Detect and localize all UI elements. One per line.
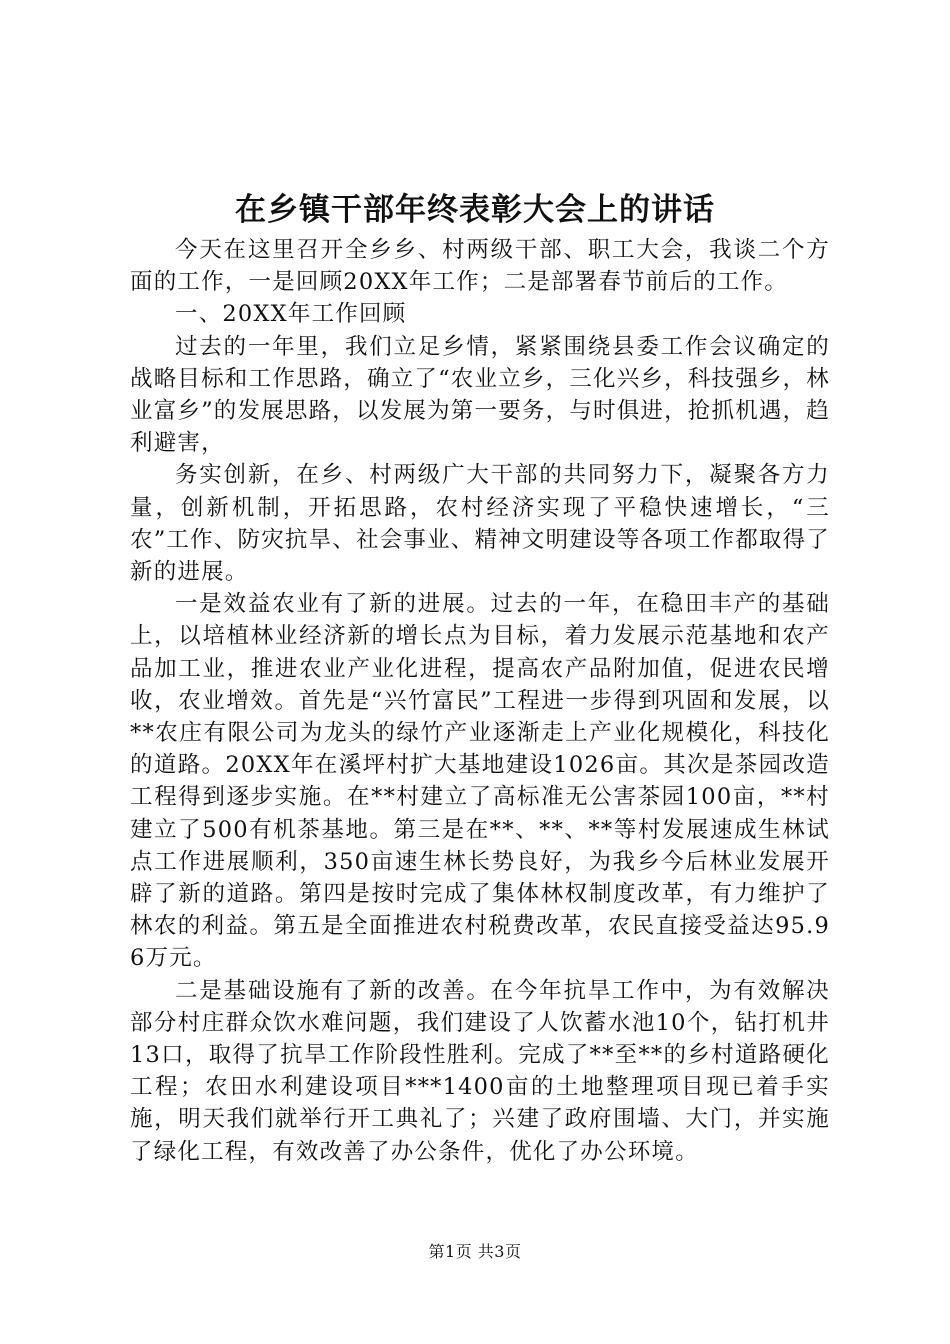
paragraph-agriculture: 一是效益农业有了新的进展。过去的一年，在稳田丰产的基础上，以培植林业经济新的增长点为目标，着力发展示范基地和农产品加工业，推进农业产业化进程，提高农产品附加值，促进农民增收，农业增效。首先是“兴竹富民”工程进一步得到巩固和发展，以**农庄有限公司为龙头的绿竹产业逐渐走上产业化规模化，科技化的道路。20XX年在溪坪村扩大基地建设1026亩。其次是茶园改造工程得到逐步实施。在**村建立了高标准无公害茶园100亩，**村建立了500有机茶基地。第三是在**、**、**等村发展速成生林试点工作进展顺利，350亩速生林长势良好，为我乡今后林业发展开辟了新的道路。第四是按时完成了集体林权制度改革，有力维护了林农的利益。第五是全面推进农村税费改革，农民直接受益达95.96万元。: [130, 591, 830, 972]
paragraph-innovation: 务实创新，在乡、村两级广大干部的共同努力下，凝聚各方力量，创新机制，开拓思路，农村经济实现了平稳快速增长，“三农”工作、防灾抗旱、社会事业、精神文明建设等各项工作都取得了新的进展。: [130, 462, 831, 586]
document-body: [130, 234, 830, 1168]
paragraph-infrastructure: 二是基础设施有了新的改善。在今年抗旱工作中，为有效解决部分村庄群众饮水难问题，我们建设了人饮蓄水池10个，钻打机井13口，取得了抗旱工作阶段性胜利。完成了**至**的乡村道路硬化工程；农田水利建设项目***1400亩的土地整理项目现已着手实施，明天我们就举行开工典礼了；兴建了政府围墙、大门，并实施了绿化工程，有效改善了办公条件，优化了办公环境。: [130, 977, 830, 1165]
paragraph-intro: 今天在这里召开全乡乡、村两级干部、职工大会，我谈二个方面的工作，一是回顾20XX年工作；二是部署春节前后的工作。: [130, 237, 830, 296]
document-title: 在乡镇干部年终表彰大会上的讲话: [235, 192, 715, 228]
section-heading: 一、20XX年工作回顾: [175, 301, 407, 328]
page-number-footer: 第1页 共3页: [428, 1242, 522, 1261]
paragraph-review: 过去的一年里，我们立足乡情，紧紧围绕县委工作会议确定的战略目标和工作思路，确立了“农业立乡，三化兴乡，科技强乡，林业富乡”的发展思路，以发展为第一要务，与时俱进，抢抓机遇，趋利避害，: [130, 333, 831, 457]
